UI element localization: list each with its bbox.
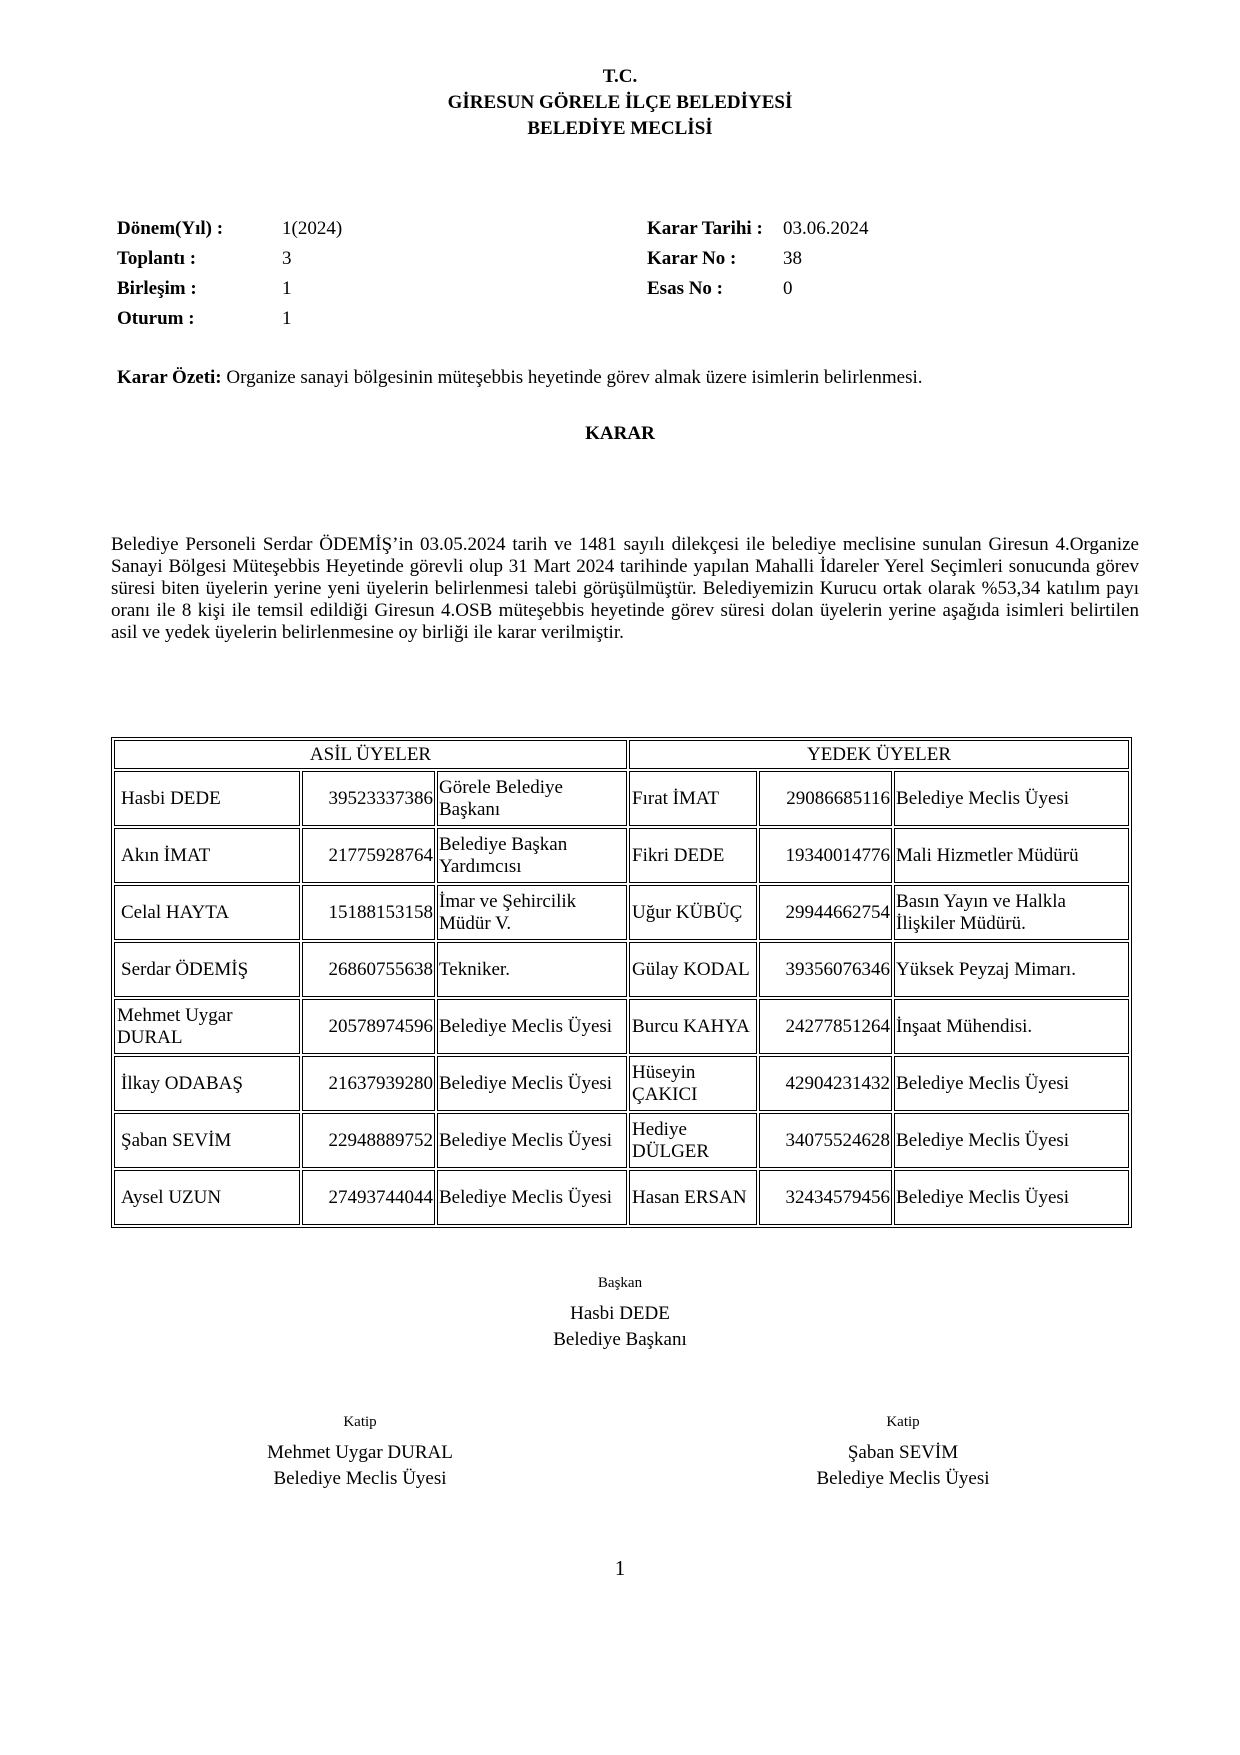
- meta-row-esas-no: [647, 274, 869, 304]
- yedek-title: Belediye Meclis Üyesi: [894, 1113, 1129, 1168]
- header-line-municipality: GİRESUN GÖRELE İLÇE BELEDİYESİ: [447, 92, 793, 113]
- signature-name: Şaban SEVİM: [847, 1442, 959, 1463]
- header-asil-members: ASİL ÜYELER: [114, 740, 627, 769]
- yedek-name: Fikri DEDE: [629, 828, 757, 883]
- header-line-council: BELEDİYE MECLİSİ: [527, 118, 713, 139]
- asil-id: 21637939280: [302, 1056, 435, 1111]
- table-row: [114, 1113, 1129, 1168]
- signature-name: Hasbi DEDE: [570, 1303, 670, 1324]
- meta-row-oturum: [117, 304, 342, 334]
- meta-value: 0: [783, 278, 793, 299]
- signature-title: Belediye Başkanı: [553, 1329, 687, 1350]
- meta-row-karar-tarihi: [647, 214, 869, 244]
- table-row: [114, 771, 1129, 826]
- yedek-name: Burcu KAHYA: [629, 999, 757, 1054]
- meta-row-toplanti: [117, 244, 342, 274]
- meta-row-karar-no: [647, 244, 869, 274]
- meta-right: [647, 214, 869, 304]
- meta-label: Birleşim :: [117, 278, 197, 299]
- meta-label: Oturum :: [117, 308, 195, 329]
- decision-heading: KARAR: [585, 423, 655, 444]
- yedek-id: 29944662754: [759, 885, 892, 940]
- yedek-title: Yüksek Peyzaj Mimarı.: [894, 942, 1129, 997]
- yedek-id: 34075524628: [759, 1113, 892, 1168]
- asil-title: Görele Belediye Başkanı: [437, 771, 627, 826]
- asil-id: 39523337386: [302, 771, 435, 826]
- asil-name: Hasbi DEDE: [114, 771, 300, 826]
- asil-name: Aysel UZUN: [114, 1170, 300, 1225]
- meta-value: 1: [282, 308, 292, 329]
- header-yedek-members: YEDEK ÜYELER: [629, 740, 1129, 769]
- yedek-title: Belediye Meclis Üyesi: [894, 1170, 1129, 1225]
- yedek-name: Gülay KODAL: [629, 942, 757, 997]
- signature-title: Belediye Meclis Üyesi: [816, 1468, 990, 1489]
- meta-value: 38: [783, 248, 802, 269]
- meta-value: 1(2024): [282, 218, 343, 239]
- meta-row-birlesim: [117, 274, 342, 304]
- table-row: [114, 828, 1129, 883]
- table-header-row: [114, 740, 1129, 769]
- yedek-title: Belediye Meclis Üyesi: [894, 1056, 1129, 1111]
- meta-label: Karar No :: [647, 248, 737, 269]
- asil-name: Celal HAYTA: [114, 885, 300, 940]
- asil-name: Şaban SEVİM: [114, 1113, 300, 1168]
- asil-title: İmar ve Şehircilik Müdür V.: [437, 885, 627, 940]
- table-row: [114, 1170, 1129, 1225]
- meta-label: Esas No :: [647, 278, 724, 299]
- asil-title: Belediye Meclis Üyesi: [437, 1113, 627, 1168]
- asil-title: Belediye Meclis Üyesi: [437, 1170, 627, 1225]
- yedek-id: 24277851264: [759, 999, 892, 1054]
- yedek-name: Hasan ERSAN: [629, 1170, 757, 1225]
- meta-value: 3: [282, 248, 292, 269]
- yedek-name: Hediye DÜLGER: [629, 1113, 757, 1168]
- signature-name: Mehmet Uygar DURAL: [267, 1442, 453, 1463]
- yedek-id: 39356076346: [759, 942, 892, 997]
- table-row: [114, 885, 1129, 940]
- asil-id: 27493744044: [302, 1170, 435, 1225]
- signature-role: Başkan: [597, 1275, 643, 1291]
- asil-id: 21775928764: [302, 828, 435, 883]
- asil-id: 20578974596: [302, 999, 435, 1054]
- meta-label: Karar Tarihi :: [647, 218, 763, 239]
- signature-clerk-right: [753, 1412, 1053, 1492]
- asil-name: Mehmet Uygar DURAL: [114, 999, 300, 1054]
- header-line-tc: T.C.: [602, 66, 638, 87]
- yedek-title: Mali Hizmetler Müdürü: [894, 828, 1129, 883]
- yedek-id: 42904231432: [759, 1056, 892, 1111]
- asil-title: Belediye Meclis Üyesi: [437, 1056, 627, 1111]
- yedek-name: Uğur KÜBÜÇ: [629, 885, 757, 940]
- asil-id: 26860755638: [302, 942, 435, 997]
- meta-label: Dönem(Yıl) :: [117, 218, 224, 239]
- yedek-id: 19340014776: [759, 828, 892, 883]
- yedek-name: Hüseyin ÇAKICI: [629, 1056, 757, 1111]
- signature-role: Katip: [886, 1414, 920, 1430]
- meta-value: 1: [282, 278, 292, 299]
- decision-body: Belediye Personeli Serdar ÖDEMİŞ’in 03.05.2024 tarih ve 1481 sayılı dilekçesi ile belediye meclisine sunulan Giresun 4.Organize Sanayi Bölgesi Müteşebbis Heyetinde görevli olup 31 Mart 2024 tarihinde yapılan Mahalli İdareler Yerel Seçimleri sonucunda görev süresi biten üyelerin yerine yeni üyelerin belirlenmesi talebi görüşülmüştür. Belediyemizin Kurucu ortak olarak %53,34 katılım payı oranı ile 8 kişi ile temsil edildiği Giresun 4.OSB müteşebbis heyetinde görev süresi dolan üyelerin yerine aşağıda isimleri belirtilen asil ve yedek üyelerin belirlenmesine oy birliği ile karar verilmiştir.: [111, 534, 1139, 643]
- signature-title: Belediye Meclis Üyesi: [273, 1468, 447, 1489]
- decision-summary: [117, 365, 923, 391]
- asil-title: Belediye Meclis Üyesi: [437, 999, 627, 1054]
- yedek-name: Fırat İMAT: [629, 771, 757, 826]
- yedek-title: İnşaat Mühendisi.: [894, 999, 1129, 1054]
- table-row: [114, 1056, 1129, 1111]
- yedek-title: Belediye Meclis Üyesi: [894, 771, 1129, 826]
- table-row: [114, 942, 1129, 997]
- members-table: [111, 737, 1132, 1228]
- meta-label: Toplantı :: [117, 248, 197, 269]
- meta-left: [117, 214, 342, 334]
- table-row: [114, 999, 1129, 1054]
- asil-name: Akın İMAT: [114, 828, 300, 883]
- meta-value: 03.06.2024: [783, 218, 869, 239]
- yedek-id: 32434579456: [759, 1170, 892, 1225]
- asil-name: İlkay ODABAŞ: [114, 1056, 300, 1111]
- signature-president: [470, 1273, 770, 1353]
- summary-text: Organize sanayi bölgesinin müteşebbis heyetinde görev almak üzere isimlerin belirlenmesi.: [221, 367, 923, 388]
- document-header: [0, 64, 1240, 142]
- asil-name: Serdar ÖDEMİŞ: [114, 942, 300, 997]
- meta-row-donem: [117, 214, 342, 244]
- asil-title: Tekniker.: [437, 942, 627, 997]
- summary-label: Karar Özeti:: [117, 367, 222, 388]
- yedek-title: Basın Yayın ve Halkla İlişkiler Müdürü.: [894, 885, 1129, 940]
- yedek-id: 29086685116: [759, 771, 892, 826]
- asil-id: 15188153158: [302, 885, 435, 940]
- asil-id: 22948889752: [302, 1113, 435, 1168]
- signature-clerk-left: [210, 1412, 510, 1492]
- signature-role: Katip: [343, 1414, 377, 1430]
- asil-title: Belediye Başkan Yardımcısı: [437, 828, 627, 883]
- page-number: 1: [614, 1556, 626, 1580]
